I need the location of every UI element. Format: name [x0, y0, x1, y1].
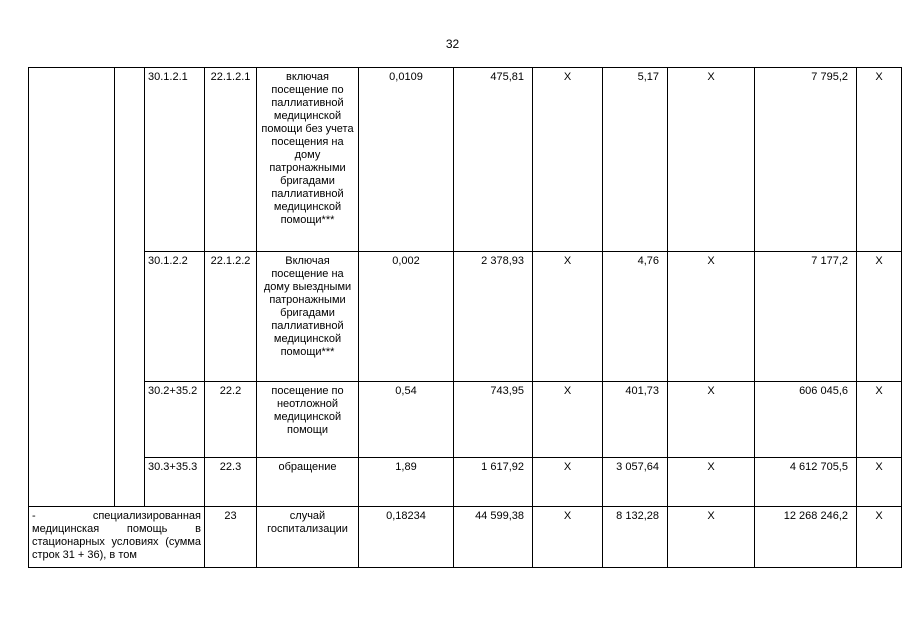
table-cell-unit: посещение по неотложной медицинской помощи — [257, 382, 359, 458]
table-cell-cost: 475,81 — [454, 68, 533, 252]
table-cell-cost: 2 378,93 — [454, 252, 533, 382]
table-cell-cost: 743,95 — [454, 382, 533, 458]
table-cell-code: 22.3 — [205, 458, 257, 507]
table-cell-x: X — [857, 382, 902, 458]
table-cell-x: X — [668, 382, 755, 458]
table-cell-per-capita: 4,76 — [603, 252, 668, 382]
table-cell-section — [29, 68, 115, 507]
table-cell-per-capita: 5,17 — [603, 68, 668, 252]
table-row — [29, 252, 902, 382]
table-cell-code: 22.2 — [205, 382, 257, 458]
table-cell-code: 23 — [205, 507, 257, 568]
table-cell-total: 12 268 246,2 — [755, 507, 857, 568]
table-row — [29, 458, 902, 507]
table-row — [29, 382, 902, 458]
table-cell-x: X — [857, 252, 902, 382]
table-cell-cost: 44 599,38 — [454, 507, 533, 568]
table-cell-x: X — [533, 252, 603, 382]
table-cell-volume: 0,54 — [359, 382, 454, 458]
page-number: 32 — [445, 37, 460, 51]
table-cell-x: X — [533, 68, 603, 252]
data-table — [28, 67, 902, 568]
table-cell-x: X — [668, 68, 755, 252]
table-cell-volume: 0,0109 — [359, 68, 454, 252]
table-row — [29, 68, 902, 252]
table-cell-cost: 1 617,92 — [454, 458, 533, 507]
table-cell-x: X — [857, 507, 902, 568]
table-cell-per-capita: 3 057,64 — [603, 458, 668, 507]
table-cell-total: 606 045,6 — [755, 382, 857, 458]
table-cell-unit: обращение — [257, 458, 359, 507]
table-cell-x: X — [857, 458, 902, 507]
table-cell-x: X — [533, 458, 603, 507]
table-cell-code: 22.1.2.1 — [205, 68, 257, 252]
table-cell-line-number: 30.1.2.2 — [145, 252, 205, 382]
table-cell-unit: включая посещение по паллиативной медицинской помощи без учета посещения на дому патронажными бригадами паллиативной медицинской помощи*** — [257, 68, 359, 252]
table-cell-code: 22.1.2.2 — [205, 252, 257, 382]
table-cell-section-title: - специализированная медицинская помощь в стационарных условиях (сумма строк 31 + 36), в том — [29, 507, 205, 568]
table-cell-per-capita: 401,73 — [603, 382, 668, 458]
table-cell-x: X — [533, 382, 603, 458]
table-cell-volume: 0,002 — [359, 252, 454, 382]
table-cell-line-number: 30.1.2.1 — [145, 68, 205, 252]
table-cell-blank — [115, 68, 145, 507]
table-cell-x: X — [668, 507, 755, 568]
table-cell-per-capita: 8 132,28 — [603, 507, 668, 568]
table-cell-total: 4 612 705,5 — [755, 458, 857, 507]
table-cell-x: X — [857, 68, 902, 252]
table-cell-unit: случай госпитализации — [257, 507, 359, 568]
table-cell-total: 7 177,2 — [755, 252, 857, 382]
table-cell-unit: Включая посещение на дому выездными патронажными бригадами паллиативной медицинской помощи*** — [257, 252, 359, 382]
table-cell-volume: 0,18234 — [359, 507, 454, 568]
table-cell-x: X — [533, 507, 603, 568]
table-cell-x: X — [668, 252, 755, 382]
table-cell-volume: 1,89 — [359, 458, 454, 507]
table-cell-x: X — [668, 458, 755, 507]
table-cell-total: 7 795,2 — [755, 68, 857, 252]
table-row — [29, 507, 902, 568]
table-cell-line-number: 30.2+35.2 — [145, 382, 205, 458]
table-cell-line-number: 30.3+35.3 — [145, 458, 205, 507]
